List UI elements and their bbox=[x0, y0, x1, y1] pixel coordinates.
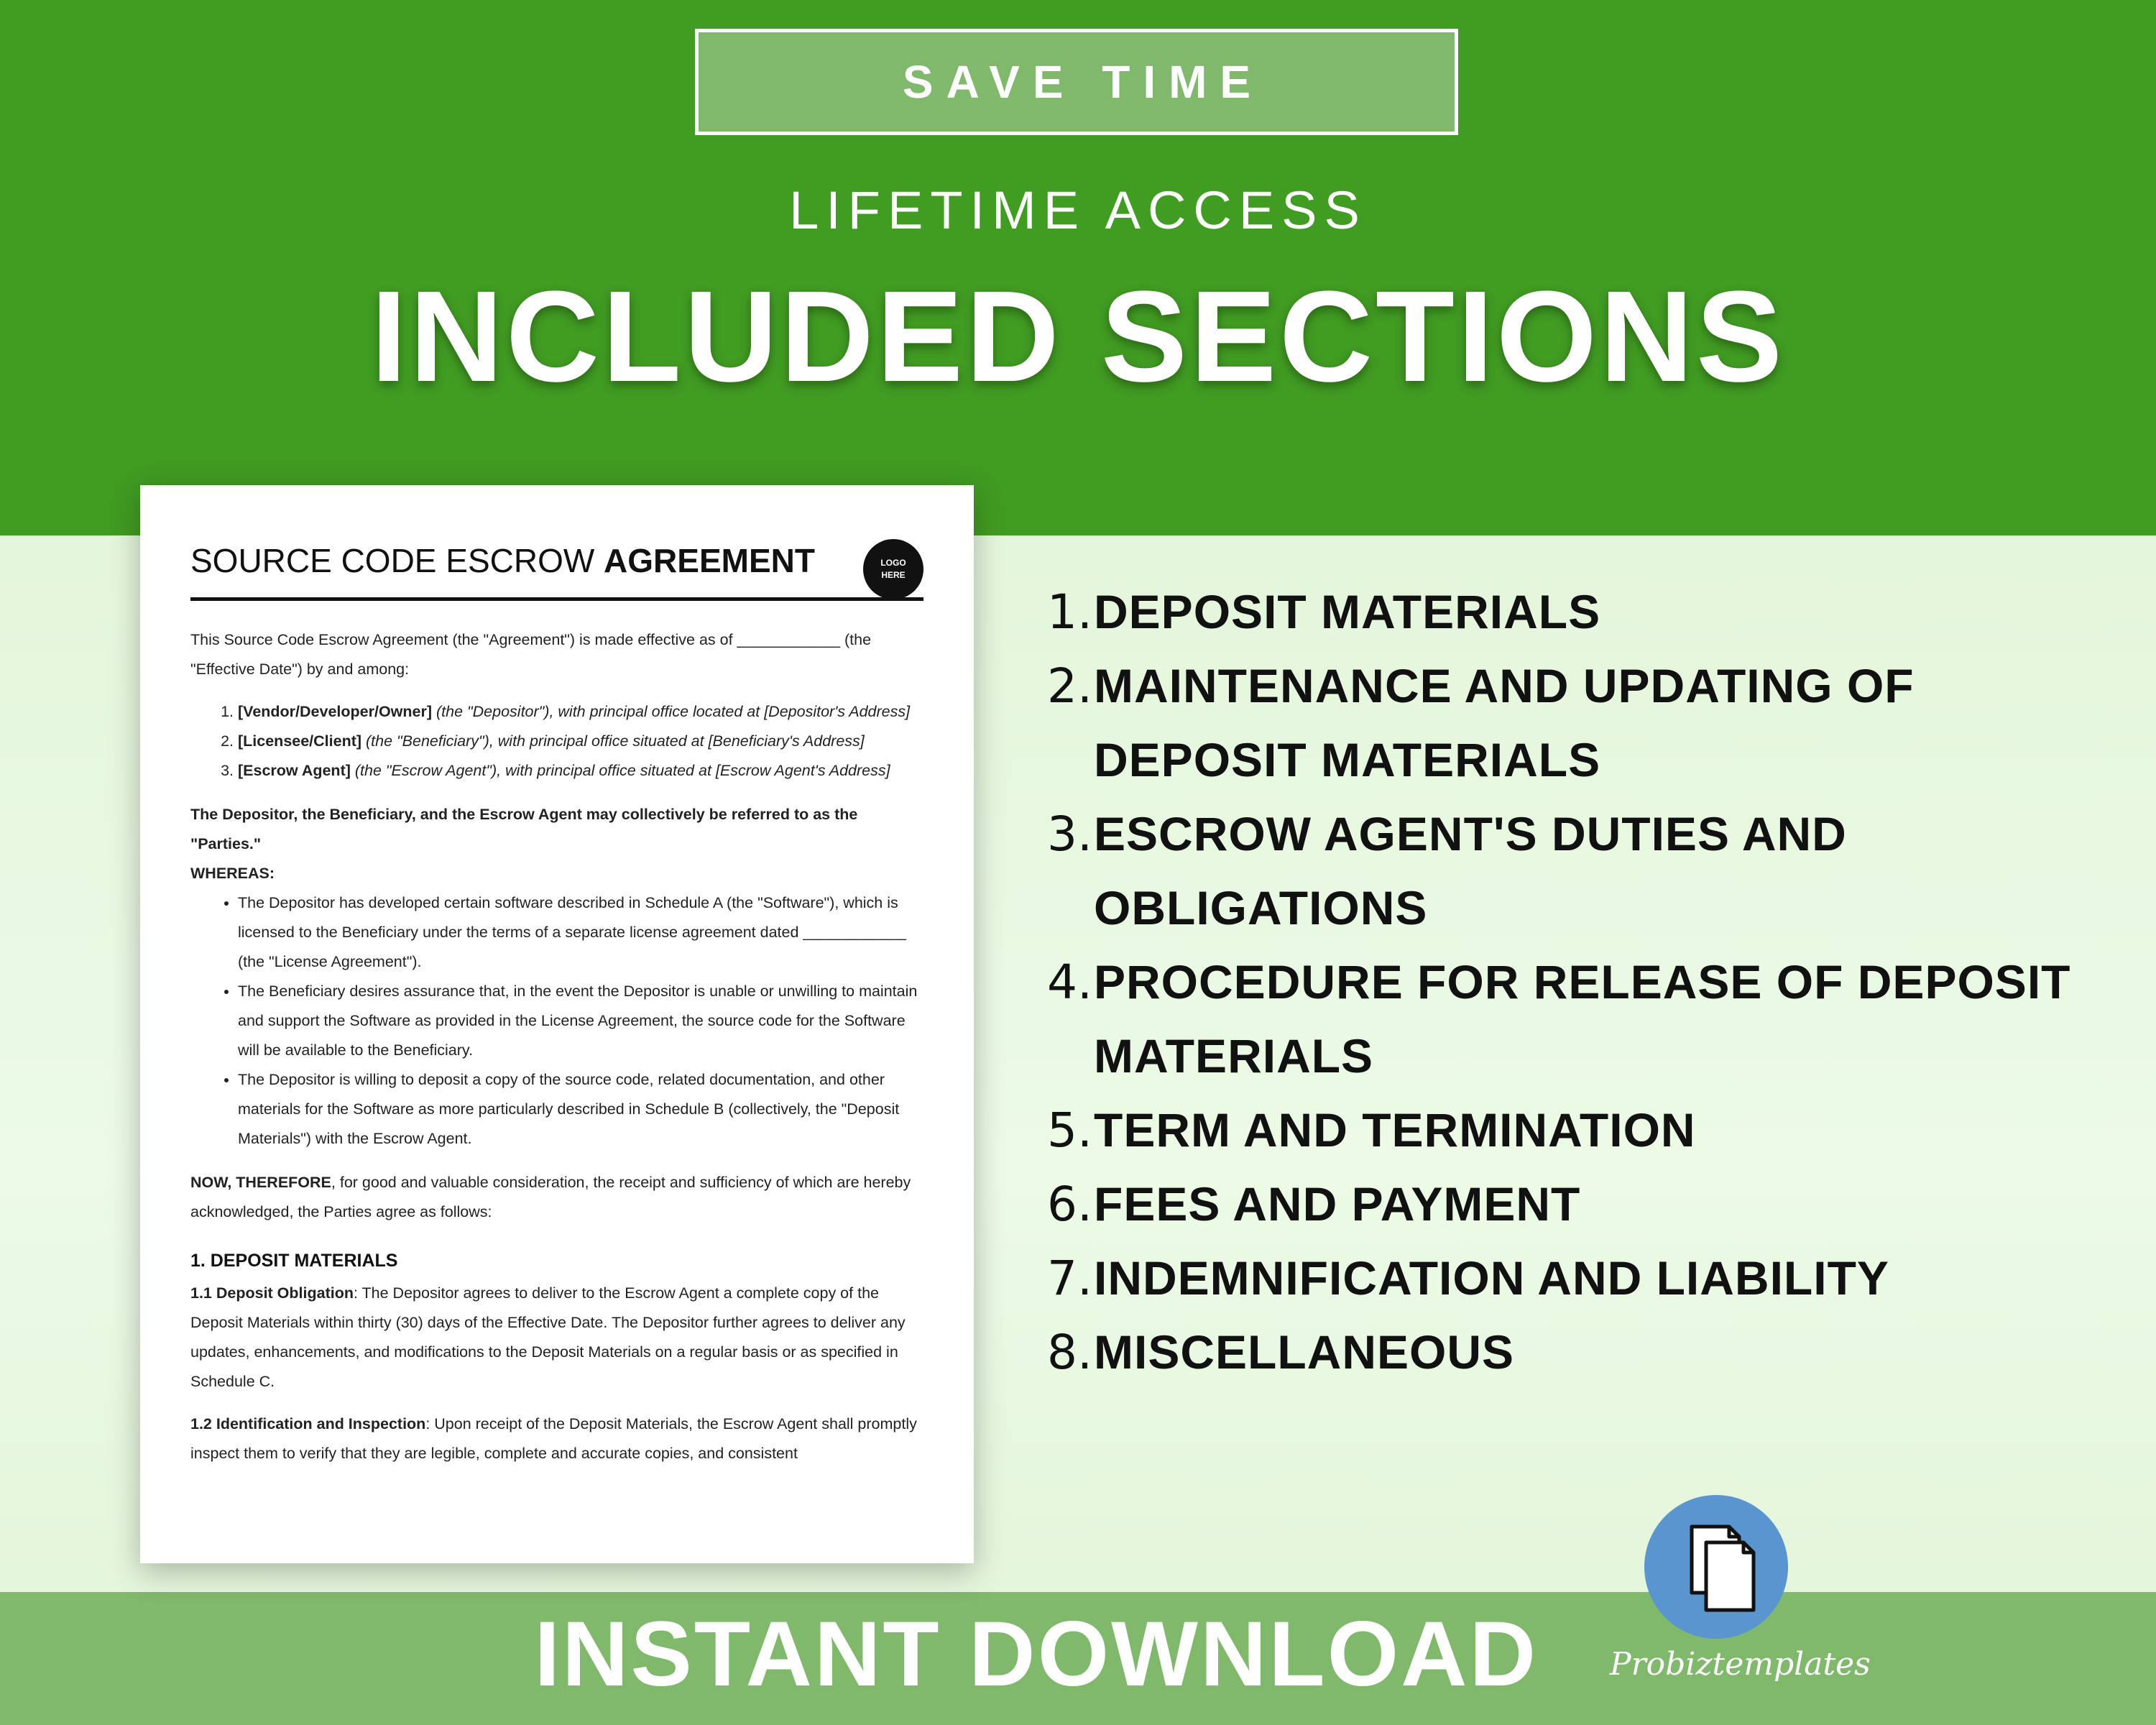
logo-placeholder bbox=[863, 539, 923, 599]
section-heading: 1. DEPOSIT MATERIALS bbox=[190, 1251, 398, 1271]
now-therefore-paragraph: NOW, THEREFORE, for good and valuable consideration, the receipt and sufficiency of which are hereby acknowledged, the Parties agree as follows: bbox=[190, 1174, 911, 1220]
section-item: 8. MISCELLANEOUS bbox=[1047, 1325, 1515, 1380]
section-item: 4. PROCEDURE FOR RELEASE OF DEPOSIT MATERIALS bbox=[1047, 954, 2071, 1082]
logo-text: LOGO HERE bbox=[880, 558, 906, 580]
section-item: 7. INDEMNIFICATION AND LIABILITY bbox=[1047, 1251, 1889, 1306]
party-item: 1. [Vendor/Developer/Owner] (the "Depositor"), with principal office located at [Depositor's Address] bbox=[238, 697, 923, 727]
subtitle: LIFETIME ACCESS bbox=[789, 180, 1367, 240]
document-title bbox=[190, 541, 923, 580]
intro-paragraph: This Source Code Escrow Agreement (the "Agreement") is made effective as of ____________ (the "Effective Date") by and among: bbox=[190, 631, 872, 678]
section-item: 5. TERM AND TERMINATION bbox=[1047, 1103, 1696, 1158]
recital-item: • The Depositor is willing to deposit a copy of the source code, related documentation, and other materials for the Software as more particularly described in Schedule B (collectively, the "Deposit Materials") with the Escrow Agent. bbox=[238, 1065, 923, 1154]
title-divider bbox=[190, 597, 923, 601]
document-copy-icon bbox=[1644, 1495, 1788, 1639]
brand-name: Probiztemplates bbox=[1610, 1646, 1871, 1683]
recital-item: • The Depositor has developed certain software described in Schedule A (the "Software"), which is licensed to the Beneficiary under the terms of a separate license agreement dated ____________ (the "License Agreement"). bbox=[238, 888, 923, 977]
section-item: 2. MAINTENANCE AND UPDATING OF DEPOSIT MATERIALS bbox=[1047, 658, 1915, 786]
clause-paragraph: 1.1 Deposit Obligation: The Depositor agrees to deliver to the Escrow Agent a complete copy of the Deposit Materials within thirty (30) days of the Effective Date. The Depositor further agrees to deliver any updates, enhancements, and modifications to the Deposit Materials on a regular basis or as specified in Schedule C. bbox=[190, 1284, 906, 1390]
parties-list bbox=[190, 697, 923, 786]
recital-item: • The Beneficiary desires assurance that, in the event the Depositor is unable or unwilling to maintain and support the Software as provided in the License Agreement, the source code for the Software will be available to the Beneficiary. bbox=[238, 977, 923, 1065]
document-preview bbox=[140, 485, 974, 1563]
page-title: INCLUDED SECTIONS bbox=[370, 264, 1786, 409]
document-title-bold: AGREEMENT bbox=[604, 542, 815, 579]
section-item: 1. DEPOSIT MATERIALS bbox=[1047, 584, 1601, 640]
party-item: 2. [Licensee/Client] (the "Beneficiary"), with principal office situated at [Beneficiary's Address] bbox=[238, 727, 923, 756]
instant-download-label: INSTANT DOWNLOAD bbox=[534, 1603, 1538, 1706]
save-time-label: SAVE TIME bbox=[902, 56, 1264, 108]
section-item: 3. ESCROW AGENT'S DUTIES AND OBLIGATIONS bbox=[1047, 806, 1847, 934]
sections-list bbox=[1035, 575, 2127, 1389]
recitals-list bbox=[190, 888, 923, 1154]
clause-paragraph: 1.2 Identification and Inspection: Upon receipt of the Deposit Materials, the Escrow Agent shall promptly inspect them to verify that they are legible, complete and accurate copies, and consistent bbox=[190, 1415, 917, 1462]
save-time-badge bbox=[695, 29, 1458, 135]
collective-paragraph: The Depositor, the Beneficiary, and the Escrow Agent may collectively be referred to as the "Parties." WHEREAS: bbox=[190, 806, 858, 882]
section-item: 6. FEES AND PAYMENT bbox=[1047, 1177, 1581, 1232]
party-item: 3. [Escrow Agent] (the "Escrow Agent"), with principal office situated at [Escrow Agent's Address] bbox=[238, 756, 923, 786]
document-title-light: SOURCE CODE ESCROW bbox=[190, 542, 604, 579]
